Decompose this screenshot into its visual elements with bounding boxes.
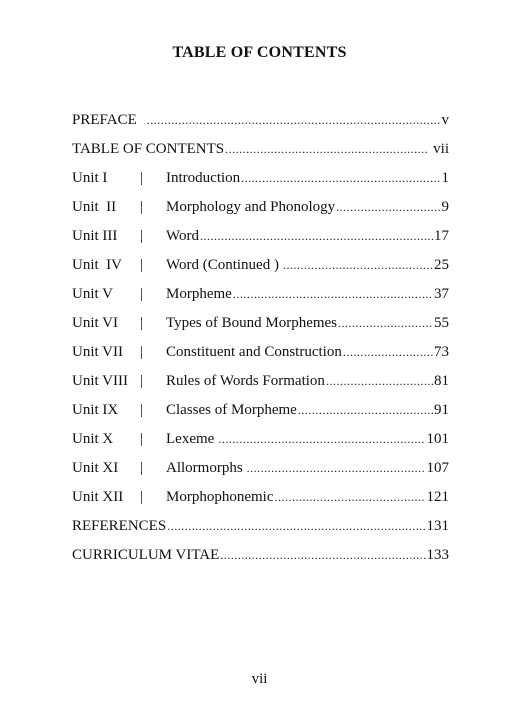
page-number: 9: [441, 199, 449, 215]
entry-title: REFERENCES: [72, 518, 167, 534]
entry-title: Morpheme: [166, 286, 232, 302]
toc-row-unit: [72, 485, 449, 514]
page-number: 73: [434, 344, 449, 360]
separator: |: [140, 228, 144, 244]
unit-label: Unit III: [72, 228, 118, 244]
separator: |: [140, 373, 144, 389]
page-number: 81: [434, 373, 449, 389]
unit-label: Unit IX: [72, 402, 119, 418]
entry-title: Lexeme: [166, 431, 215, 447]
separator: |: [140, 460, 144, 476]
toc-row-unit: [72, 282, 449, 311]
dot-leader: [225, 139, 428, 159]
dot-leader: [274, 487, 425, 507]
dot-leader: [343, 342, 433, 362]
dot-leader: [200, 226, 433, 246]
entry-title: PREFACE: [72, 112, 137, 128]
unit-label: Unit VI: [72, 315, 118, 331]
separator: |: [140, 286, 144, 302]
dot-leader: [283, 255, 433, 275]
page-number: 55: [434, 315, 449, 331]
page-number: vii: [433, 141, 449, 157]
unit-label: Unit XI: [72, 460, 119, 476]
entry-title: TABLE OF CONTENTS: [72, 141, 225, 157]
separator: |: [140, 199, 144, 215]
entry-title: Classes of Morpheme: [166, 402, 297, 418]
page-number: 133: [426, 547, 449, 563]
separator: |: [140, 257, 144, 273]
dot-leader: [326, 371, 433, 391]
toc-row-unit: [72, 195, 449, 224]
dot-leader: [218, 429, 425, 449]
dot-leader: [147, 110, 441, 130]
dot-leader: [220, 545, 425, 565]
unit-label: Unit IV: [72, 257, 122, 273]
toc-row-unit: [72, 311, 449, 340]
page-number: 25: [434, 257, 449, 273]
toc-row-unit: [72, 427, 449, 456]
entry-title: Morphophonemic: [166, 489, 274, 505]
toc-row-table-of-contents: [72, 137, 449, 166]
table-of-contents: [72, 108, 449, 572]
unit-label: Unit V: [72, 286, 113, 302]
entry-title: Types of Bound Morphemes: [166, 315, 338, 331]
dot-leader: [336, 197, 440, 217]
toc-row-preface: [72, 108, 449, 137]
page-title: TABLE OF CONTENTS: [172, 44, 347, 61]
dot-leader: [241, 168, 440, 188]
dot-leader: [247, 458, 426, 478]
unit-label: Unit XII: [72, 489, 124, 505]
toc-row-unit: [72, 224, 449, 253]
toc-row-unit: [72, 369, 449, 398]
entry-title: Rules of Words Formation: [166, 373, 325, 389]
entry-title: Allormorphs: [166, 460, 243, 476]
page-number: 121: [426, 489, 449, 505]
unit-label: Unit I: [72, 170, 108, 186]
entry-title: Morphology and Phonology: [166, 199, 336, 215]
unit-label: Unit II: [72, 199, 117, 215]
unit-label: Unit VIII: [72, 373, 128, 389]
entry-title: CURRICULUM VITAE: [72, 547, 220, 563]
dot-leader: [298, 400, 433, 420]
toc-row-unit: [72, 398, 449, 427]
separator: |: [140, 170, 144, 186]
toc-row-references: [72, 514, 449, 543]
separator: |: [140, 489, 144, 505]
separator: |: [140, 402, 144, 418]
separator: |: [140, 431, 144, 447]
page-number: 37: [434, 286, 449, 302]
dot-leader: [233, 284, 433, 304]
toc-row-curriculum-vitae: [72, 543, 449, 572]
page-number: 17: [434, 228, 449, 244]
entry-title: Introduction: [166, 170, 241, 186]
dot-leader: [167, 516, 425, 536]
entry-title: Constituent and Construction: [166, 344, 342, 360]
page-number: 131: [426, 518, 449, 534]
entry-title: Word (Continued ): [166, 257, 279, 273]
dot-leader: [338, 313, 433, 333]
toc-row-unit: [72, 340, 449, 369]
page-number: 101: [426, 431, 449, 447]
page-number: 1: [441, 170, 449, 186]
entry-title: Word: [166, 228, 199, 244]
toc-row-unit: [72, 253, 449, 282]
page-number: 91: [434, 402, 449, 418]
unit-label: Unit VII: [72, 344, 123, 360]
unit-label: Unit X: [72, 431, 114, 447]
separator: |: [140, 344, 144, 360]
page-number: 107: [426, 460, 449, 476]
footer-page-number: vii: [251, 671, 268, 687]
separator: |: [140, 315, 144, 331]
toc-row-unit: [72, 166, 449, 195]
page-number: v: [441, 112, 449, 128]
toc-row-unit: [72, 456, 449, 485]
